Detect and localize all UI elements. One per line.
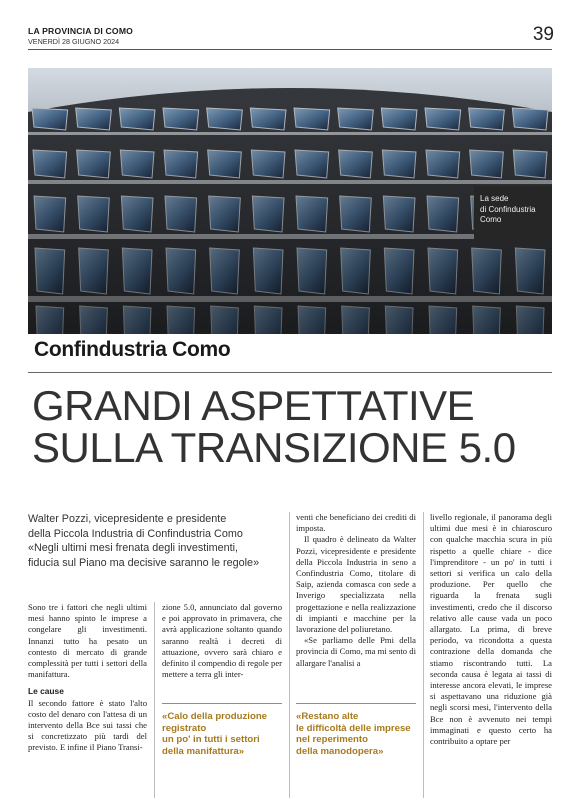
page-number: 39: [532, 24, 554, 45]
lead-line: fiducia sul Piano ma decisive saranno le regole»: [28, 556, 260, 569]
article-lead: [28, 512, 282, 570]
column-divider: [289, 512, 290, 798]
caption-line: di Confindustria: [480, 204, 536, 214]
body-paragraph: Il quadro è delineato da Walter Pozzi, vicepresidente e presidente della Piccola Industria in seno a Confindustria Como, titolare di Saip, azienda comasca con sede a Inverigo specializzata nella progettazione e nella realizzazione di impianti e macchine per la lavorazione del poliuretano.: [296, 534, 416, 635]
article-column-2: [162, 602, 282, 680]
body-paragraph: livello regionale, il panorama degli ultimi due mesi è in chiaroscuro con qualche macchia scura in più rispetto a quelle chiare - dice l'imprenditore - un po' in tutti i settori si verifica un calo della produzione. Per quello che riguarda la frenata sugli investimenti, credo che il discorso relativo alle cause vada un poco allargato. La prima, di breve periodo, va ricondotta a questa contrazione della domanda che stiamo riscontrando tutti. La seconda causa è legata ai tassi di interesse ancora elevati, le imprese si aspettavano una riduzione già negli scorsi mesi, l'intervento della Bce non è avvenuto nei tempi immaginati e questo certo ha contribuito a optare per: [430, 512, 552, 747]
article-column-4: [430, 512, 552, 747]
dateline: VENERDÌ 28 GIUGNO 2024: [28, 37, 120, 46]
subheading: Le cause: [28, 686, 64, 697]
masthead: LA PROVINCIA DI COMO: [28, 26, 134, 36]
body-paragraph: Sono tre i fattori che negli ultimi mesi hanno spinto le imprese a congelare gli investimenti. Innanzi tutto ha pesato un contesto di mercato di grande complessità per tutti i settori della manifattura.: [28, 602, 147, 680]
header-rule: [28, 49, 552, 50]
caption-line: La sede: [480, 194, 509, 203]
pull-quote-line: della manifattura»: [162, 745, 245, 757]
body-paragraph: zione 5.0, annunciato dal governo e poi approvato in primavera, che avrà applicazione soltanto quando saranno realtà i decreti di attuazione, ovvero sarà chiaro e definito il compendio di regole per mettere a terra gli inter-: [162, 602, 282, 680]
pull-quote-line: registrato: [162, 722, 207, 734]
pull-quote-line: «Restano alte: [296, 711, 359, 722]
headline-line-2: SULLA TRANSIZIONE 5.0: [32, 424, 516, 471]
pull-quote-rule: [296, 703, 416, 704]
article-column-1: [28, 602, 147, 754]
caption-line: Como: [480, 215, 502, 224]
pull-quote-line: nel reperimento: [296, 734, 368, 746]
lead-line: Walter Pozzi, vicepresidente e presidente: [28, 513, 227, 525]
pull-quote: [162, 711, 286, 757]
pull-quote: [296, 711, 422, 757]
pull-quote-line: della manodopera»: [296, 745, 384, 757]
photo-caption: [480, 194, 550, 226]
column-divider: [423, 512, 424, 798]
lead-line: della Piccola Industria di Confindustria Como: [28, 527, 243, 540]
headline-line-1: GRANDI ASPETTATIVE: [32, 382, 475, 429]
section-rule: [28, 372, 552, 373]
article-column-3: [296, 512, 416, 669]
body-paragraph: «Se parliamo delle Pmi della provincia di Como, ma mi sento di allargare l'analisi a: [296, 635, 416, 668]
column-divider: [154, 602, 155, 798]
lead-line: «Negli ultimi mesi frenata degli investimenti,: [28, 542, 239, 555]
body-paragraph: venti che beneficiano dei crediti di imposta.: [296, 512, 416, 534]
pull-quote-line: «Calo della produzione: [162, 711, 268, 722]
pull-quote-rule: [162, 703, 282, 704]
section-title: Confindustria Como: [34, 338, 231, 361]
pull-quote-line: le difficoltà delle imprese: [296, 722, 411, 734]
body-paragraph: Il secondo fattore è stato l'alto costo del denaro con l'attesa di un intervento della Bce sui tassi che si concretizzato più tardi del previsto. E infine il Piano Transi-: [28, 697, 147, 753]
pull-quote-line: un po' in tutti i settori: [162, 734, 260, 746]
